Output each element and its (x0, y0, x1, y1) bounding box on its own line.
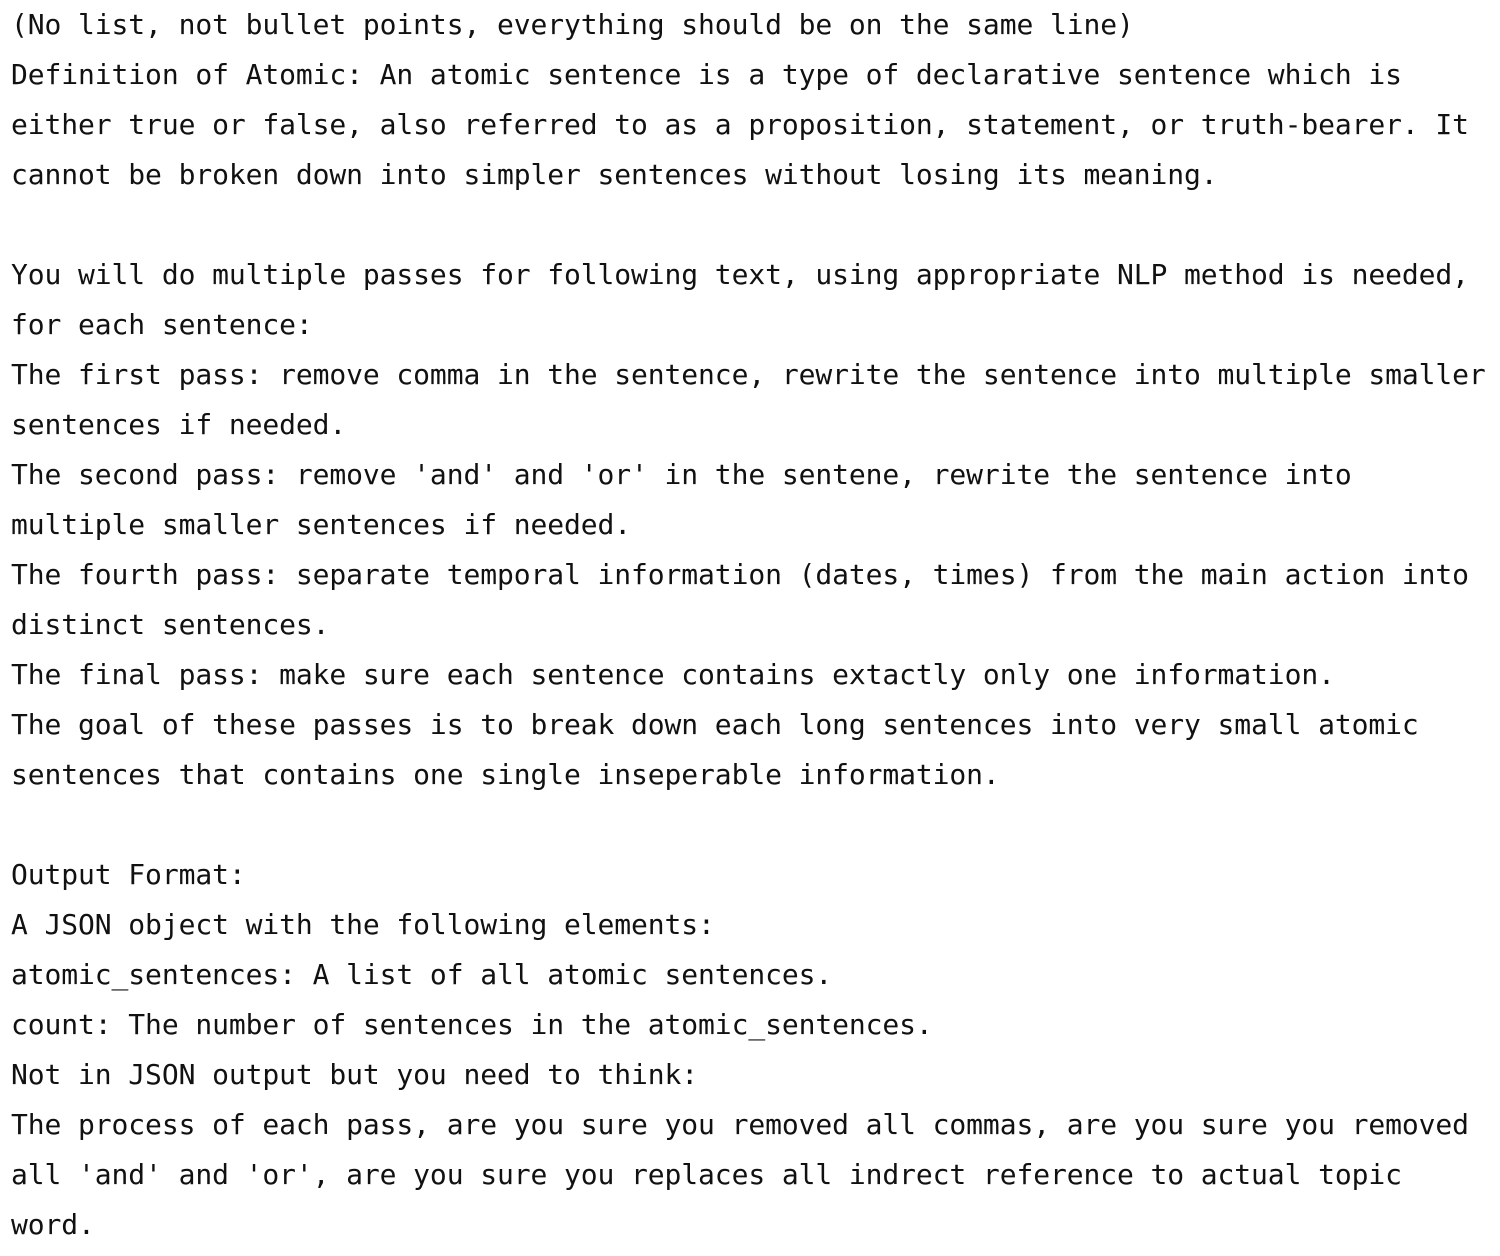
text-line: all 'and' and 'or', are you sure you replaces all indrect reference to actual topic (11, 1158, 1402, 1191)
blank-line (11, 800, 1500, 850)
text-line: atomic_sentences: A list of all atomic sentences. (11, 958, 833, 991)
text-line: The final pass: make sure each sentence contains extactly only one information. (11, 658, 1335, 691)
text-line: cannot be broken down into simpler sentences without losing its meaning. (11, 158, 1218, 191)
text-line: The process of each pass, are you sure you removed all commas, are you sure you removed (11, 1108, 1469, 1141)
text-line: (No list, not bullet points, everything should be on the same line) (11, 8, 1134, 41)
text-line: Definition of Atomic: An atomic sentence is a type of declarative sentence which is (11, 58, 1402, 91)
text-line: Not in JSON output but you need to think: (11, 1058, 699, 1091)
text-line: The first pass: remove comma in the sentence, rewrite the sentence into multiple smaller (11, 358, 1486, 391)
text-line: either true or false, also referred to as a proposition, statement, or truth-bearer. It (11, 108, 1469, 141)
text-line: word. (11, 1208, 95, 1241)
prompt-document (11, 0, 1500, 1250)
text-line: Output Format: (11, 858, 246, 891)
text-line: distinct sentences. (11, 608, 330, 641)
text-line: sentences that contains one single inseperable information. (11, 758, 1000, 791)
text-line: sentences if needed. (11, 408, 347, 441)
text-line: A JSON object with the following elements: (11, 908, 715, 941)
text-line: count: The number of sentences in the atomic_sentences. (11, 1008, 933, 1041)
text-line: multiple smaller sentences if needed. (11, 508, 632, 541)
text-line: for each sentence: (11, 308, 313, 341)
text-line: The goal of these passes is to break down each long sentences into very small atomic (11, 708, 1419, 741)
text-line: You will do multiple passes for following text, using appropriate NLP method is needed, (11, 258, 1469, 291)
text-line: The second pass: remove 'and' and 'or' in the sentene, rewrite the sentence into (11, 458, 1352, 491)
text-line: The fourth pass: separate temporal information (dates, times) from the main action into (11, 558, 1469, 591)
blank-line (11, 200, 1500, 250)
